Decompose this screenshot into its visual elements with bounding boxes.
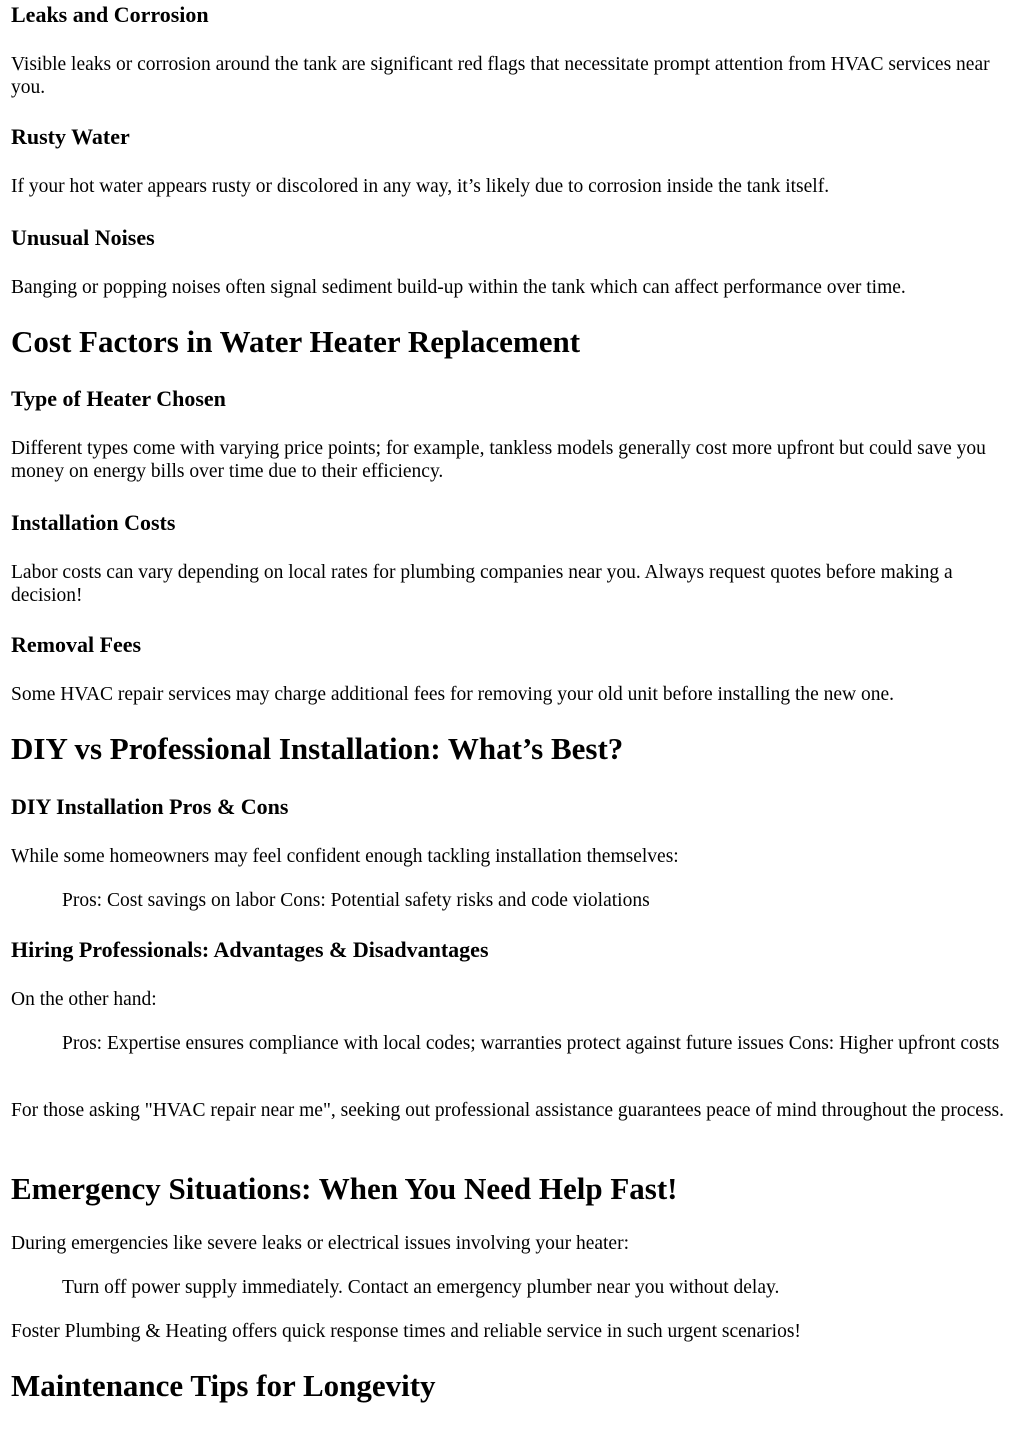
heading-rusty-water: Rusty Water xyxy=(11,124,130,149)
blockquote-emergency-steps: Turn off power supply immediately. Contact an emergency plumber near you without delay. xyxy=(62,1277,780,1298)
heading-installation-costs: Installation Costs xyxy=(11,510,176,535)
heading-emergency-situations: Emergency Situations: When You Need Help Fast! xyxy=(11,1171,678,1206)
heading-unusual-noises: Unusual Noises xyxy=(11,225,155,250)
heading-maintenance-tips: Maintenance Tips for Longevity xyxy=(11,1368,436,1403)
heading-type-of-heater: Type of Heater Chosen xyxy=(11,386,226,411)
paragraph-removal-fees: Some HVAC repair services may charge additional fees for removing your old unit before installing the new one. xyxy=(11,684,895,705)
paragraph-type-of-heater: Different types come with varying price points; for example, tankless models generally cost more upfront but could save you money on energy bills over time due to their efficiency. xyxy=(11,438,986,482)
heading-leaks-corrosion: Leaks and Corrosion xyxy=(11,2,209,27)
paragraph-foster-plumbing: Foster Plumbing & Heating offers quick response times and reliable service in such urgent scenarios! xyxy=(11,1321,801,1342)
paragraph-installation-costs: Labor costs can vary depending on local rates for plumbing companies near you. Always request quotes before making a decision! xyxy=(11,562,953,606)
heading-diy-vs-professional: DIY vs Professional Installation: What’s Best? xyxy=(11,731,624,766)
paragraph-other-hand: On the other hand: xyxy=(11,989,157,1010)
heading-removal-fees: Removal Fees xyxy=(11,632,142,657)
blockquote-diy-pros-cons: Pros: Cost savings on labor Cons: Potential safety risks and code violations xyxy=(62,890,650,911)
blockquote-professional-pros-cons: Pros: Expertise ensures compliance with local codes; warranties protect against future issues Cons: Higher upfront costs xyxy=(62,1033,1000,1054)
heading-cost-factors: Cost Factors in Water Heater Replacement xyxy=(11,324,581,359)
paragraph-unusual-noises: Banging or popping noises often signal sediment build-up within the tank which can affect performance over time. xyxy=(11,277,906,298)
paragraph-emergencies: During emergencies like severe leaks or electrical issues involving your heater: xyxy=(11,1233,630,1254)
paragraph-diy-intro: While some homeowners may feel confident enough tackling installation themselves: xyxy=(11,846,679,867)
paragraph-rusty-water: If your hot water appears rusty or discolored in any way, it’s likely due to corrosion inside the tank itself. xyxy=(11,176,830,197)
heading-hiring-professionals: Hiring Professionals: Advantages & Disadvantages xyxy=(11,937,489,962)
heading-diy-pros-cons: DIY Installation Pros & Cons xyxy=(11,794,289,819)
paragraph-hvac-repair-near-me: For those asking "HVAC repair near me", seeking out professional assistance guarantees peace of mind throughout the process. xyxy=(11,1100,1005,1121)
paragraph-leaks-corrosion: Visible leaks or corrosion around the tank are significant red flags that necessitate prompt attention from HVAC services near you. xyxy=(11,54,990,98)
